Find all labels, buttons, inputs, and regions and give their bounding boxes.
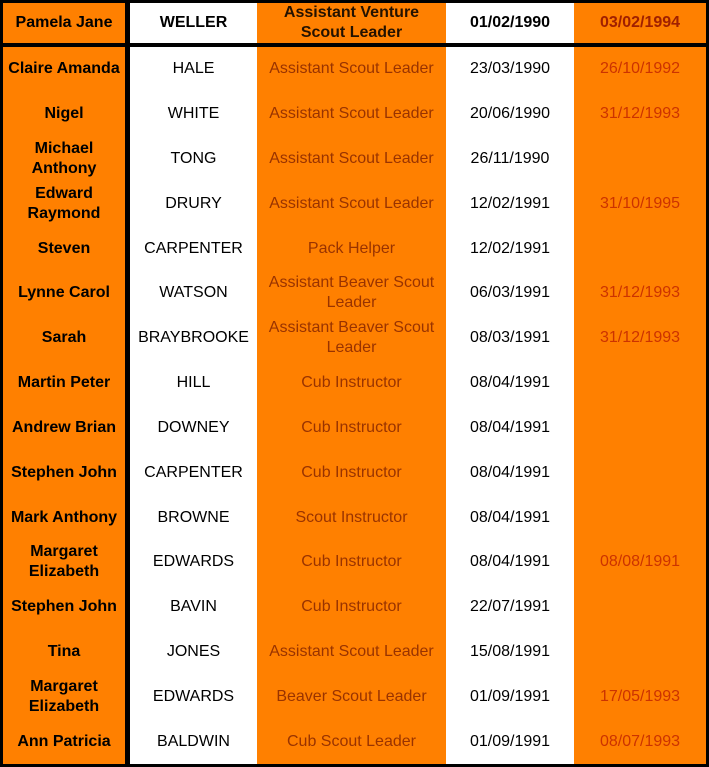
cell-text-first-name: Martin Peter (17, 374, 111, 392)
table-row (3, 92, 706, 137)
table-row (3, 137, 706, 182)
table-cell-role (257, 585, 446, 630)
cell-text-role: Assistant Scout Leader (269, 194, 434, 212)
header-cell-end-date (574, 3, 706, 43)
table-cell-start-date (446, 271, 574, 316)
header-cell-surname (130, 3, 257, 43)
cell-text-surname: HALE (172, 60, 215, 78)
cell-text-first-name: Michael Anthony (31, 140, 97, 178)
table-cell-role (257, 540, 446, 585)
table-row (3, 585, 706, 630)
cell-text-role: Beaver Scout Leader (276, 687, 427, 705)
table-cell-end-date (574, 630, 706, 675)
table-cell-end-date (574, 361, 706, 406)
table-row (3, 406, 706, 451)
table-cell-role (257, 92, 446, 137)
header-start-date: 01/02/1990 (469, 14, 551, 31)
cell-text-role: Pack Helper (307, 239, 396, 257)
cell-text-surname: BROWNE (157, 508, 230, 526)
cell-text-role: Cub Instructor (301, 553, 402, 571)
table-cell-end-date (574, 450, 706, 495)
table-cell-start-date (446, 316, 574, 361)
table-cell-start-date (446, 630, 574, 675)
cell-text-surname: BALDWIN (157, 732, 230, 750)
cell-text-first-name: Stephen John (11, 463, 117, 481)
cell-text-start-date: 08/04/1991 (469, 463, 551, 481)
cell-text-start-date: 20/06/1990 (469, 105, 551, 123)
table-cell-start-date (446, 450, 574, 495)
table-cell-end-date (574, 406, 706, 451)
cell-text-start-date: 26/11/1990 (470, 150, 550, 168)
cell-text-end-date: 26/10/1992 (599, 60, 681, 78)
cell-text-first-name: Mark Anthony (10, 508, 118, 526)
table-cell-end-date (574, 316, 706, 361)
cell-text-end-date: 08/08/1991 (599, 553, 681, 571)
table-cell-start-date (446, 47, 574, 92)
table-cell-role (257, 361, 446, 406)
table-cell-end-date (574, 181, 706, 226)
header-cell-start-date (446, 3, 574, 43)
cell-text-start-date: 01/09/1991 (469, 732, 551, 750)
table-cell-start-date (446, 406, 574, 451)
table-cell-end-date (574, 47, 706, 92)
cell-text-role: Scout Instructor (295, 508, 408, 526)
table-cell-surname (130, 630, 257, 675)
cell-text-first-name: Lynne Carol (18, 284, 110, 302)
cell-text-first-name: Tina (47, 642, 81, 660)
table-cell-end-date (574, 585, 706, 630)
table-cell-role (257, 450, 446, 495)
table-cell-start-date (446, 495, 574, 540)
table-cell-surname (130, 226, 257, 271)
table-cell-first-name (3, 674, 130, 719)
table-cell-role (257, 47, 446, 92)
cell-text-start-date: 08/04/1991 (469, 508, 551, 526)
table-row (3, 47, 706, 92)
cell-text-start-date: 08/03/1991 (469, 329, 551, 347)
cell-text-surname: TONG (170, 150, 217, 168)
table-row (3, 361, 706, 406)
cell-text-first-name: Claire Amanda (8, 60, 120, 78)
table-cell-surname (130, 450, 257, 495)
cell-text-start-date: 15/08/1991 (469, 642, 551, 660)
header-cell-role (257, 3, 446, 43)
table-cell-surname (130, 540, 257, 585)
table-row (3, 630, 706, 675)
header-role: Assistant Venture Scout Leader (283, 4, 420, 41)
cell-text-surname: BRAYBROOKE (138, 329, 249, 347)
table-row (3, 316, 706, 361)
cell-text-start-date: 08/04/1991 (469, 374, 551, 392)
table-cell-role (257, 226, 446, 271)
table-cell-end-date (574, 495, 706, 540)
table-cell-end-date (574, 540, 706, 585)
cell-text-start-date: 12/02/1991 (469, 239, 551, 257)
cell-text-role: Assistant Scout Leader (269, 60, 434, 78)
table-cell-end-date (574, 137, 706, 182)
cell-text-role: Assistant Scout Leader (269, 150, 434, 168)
table-cell-start-date (446, 540, 574, 585)
cell-text-first-name: Andrew Brian (11, 418, 116, 436)
cell-text-role: Assistant Beaver Scout Leader (268, 319, 435, 357)
table-cell-surname (130, 316, 257, 361)
table-cell-role (257, 137, 446, 182)
cell-text-end-date: 31/12/1993 (599, 105, 681, 123)
table-cell-start-date (446, 181, 574, 226)
table-cell-start-date (446, 361, 574, 406)
table-cell-end-date (574, 92, 706, 137)
cell-text-surname: JONES (166, 642, 221, 660)
table-cell-first-name (3, 316, 130, 361)
cell-text-surname: EDWARDS (152, 553, 235, 571)
cell-text-start-date: 12/02/1991 (469, 194, 551, 212)
table-cell-start-date (446, 137, 574, 182)
table-cell-role (257, 406, 446, 451)
table-cell-surname (130, 47, 257, 92)
table-row (3, 450, 706, 495)
table-cell-surname (130, 92, 257, 137)
table-cell-first-name (3, 630, 130, 675)
header-cell-first-name (3, 3, 130, 43)
table-cell-surname (130, 719, 257, 764)
table-cell-surname (130, 181, 257, 226)
cell-text-surname: CARPENTER (144, 463, 243, 481)
table-cell-first-name (3, 181, 130, 226)
cell-text-start-date: 23/03/1990 (469, 60, 551, 78)
table-cell-surname (130, 361, 257, 406)
table-row (3, 226, 706, 271)
table-cell-role (257, 495, 446, 540)
table-cell-role (257, 316, 446, 361)
table-cell-first-name (3, 406, 130, 451)
cell-text-role: Assistant Beaver Scout Leader (268, 274, 435, 312)
table-cell-first-name (3, 450, 130, 495)
table-cell-first-name (3, 540, 130, 585)
table-cell-role (257, 674, 446, 719)
cell-text-end-date: 31/12/1993 (599, 284, 681, 302)
table-cell-first-name (3, 92, 130, 137)
cell-text-role: Cub Instructor (301, 463, 402, 481)
table-cell-first-name (3, 47, 130, 92)
cell-text-surname: WATSON (159, 284, 228, 302)
cell-text-end-date: 08/07/1993 (599, 732, 681, 750)
table-cell-role (257, 630, 446, 675)
cell-text-role: Assistant Scout Leader (269, 642, 434, 660)
cell-text-start-date: 01/09/1991 (469, 687, 551, 705)
cell-text-first-name: Sarah (41, 329, 87, 347)
table-cell-role (257, 271, 446, 316)
table-cell-start-date (446, 719, 574, 764)
table-cell-start-date (446, 674, 574, 719)
cell-text-first-name: Nigel (44, 105, 84, 123)
table-cell-surname (130, 406, 257, 451)
cell-text-end-date: 17/05/1993 (599, 687, 681, 705)
table-cell-first-name (3, 361, 130, 406)
cell-text-first-name: Steven (37, 239, 91, 257)
table-cell-end-date (574, 719, 706, 764)
cell-text-role: Cub Instructor (301, 418, 402, 436)
table-row (3, 271, 706, 316)
table-cell-surname (130, 495, 257, 540)
table-cell-first-name (3, 137, 130, 182)
cell-text-surname: CARPENTER (144, 239, 243, 257)
cell-text-start-date: 08/04/1991 (469, 553, 551, 571)
table-cell-start-date (446, 585, 574, 630)
cell-text-role: Cub Instructor (301, 598, 402, 616)
table-row (3, 540, 706, 585)
table-cell-surname (130, 137, 257, 182)
cell-text-first-name: Edward Raymond (27, 184, 101, 222)
table-cell-end-date (574, 271, 706, 316)
cell-text-role: Cub Scout Leader (287, 732, 416, 750)
cell-text-end-date: 31/10/1995 (599, 194, 681, 212)
table-cell-role (257, 719, 446, 764)
cell-text-surname: HILL (176, 374, 211, 392)
table-cell-first-name (3, 226, 130, 271)
cell-text-surname: EDWARDS (152, 687, 235, 705)
table-cell-start-date (446, 92, 574, 137)
cell-text-role: Cub Instructor (301, 374, 402, 392)
table-cell-first-name (3, 271, 130, 316)
table-cell-end-date (574, 226, 706, 271)
header-surname: WELLER (159, 14, 228, 31)
cell-text-surname: BAVIN (170, 598, 217, 616)
table-header-row (3, 3, 706, 47)
table-cell-surname (130, 271, 257, 316)
cell-text-first-name: Margaret Elizabeth (28, 677, 100, 715)
cell-text-start-date: 08/04/1991 (469, 418, 551, 436)
table-row (3, 674, 706, 719)
cell-text-surname: DOWNEY (157, 418, 230, 436)
table-row (3, 719, 706, 764)
table-cell-start-date (446, 226, 574, 271)
table-cell-surname (130, 674, 257, 719)
table-cell-first-name (3, 585, 130, 630)
cell-text-surname: WHITE (167, 105, 220, 123)
cell-text-first-name: Stephen John (11, 598, 117, 616)
cell-text-surname: DRURY (165, 194, 222, 212)
header-end-date: 03/02/1994 (599, 14, 681, 31)
cell-text-first-name: Ann Patricia (17, 732, 111, 750)
table-cell-surname (130, 585, 257, 630)
table-cell-role (257, 181, 446, 226)
cell-text-start-date: 06/03/1991 (469, 284, 551, 302)
table-row (3, 181, 706, 226)
table-row (3, 495, 706, 540)
table-cell-first-name (3, 719, 130, 764)
table-cell-end-date (574, 674, 706, 719)
cell-text-start-date: 22/07/1991 (469, 598, 551, 616)
header-first-name: Pamela Jane (15, 14, 113, 31)
table-body (3, 47, 706, 764)
cell-text-first-name: Margaret Elizabeth (28, 543, 100, 581)
cell-text-end-date: 31/12/1993 (599, 329, 681, 347)
table-cell-first-name (3, 495, 130, 540)
cell-text-role: Assistant Scout Leader (269, 105, 434, 123)
